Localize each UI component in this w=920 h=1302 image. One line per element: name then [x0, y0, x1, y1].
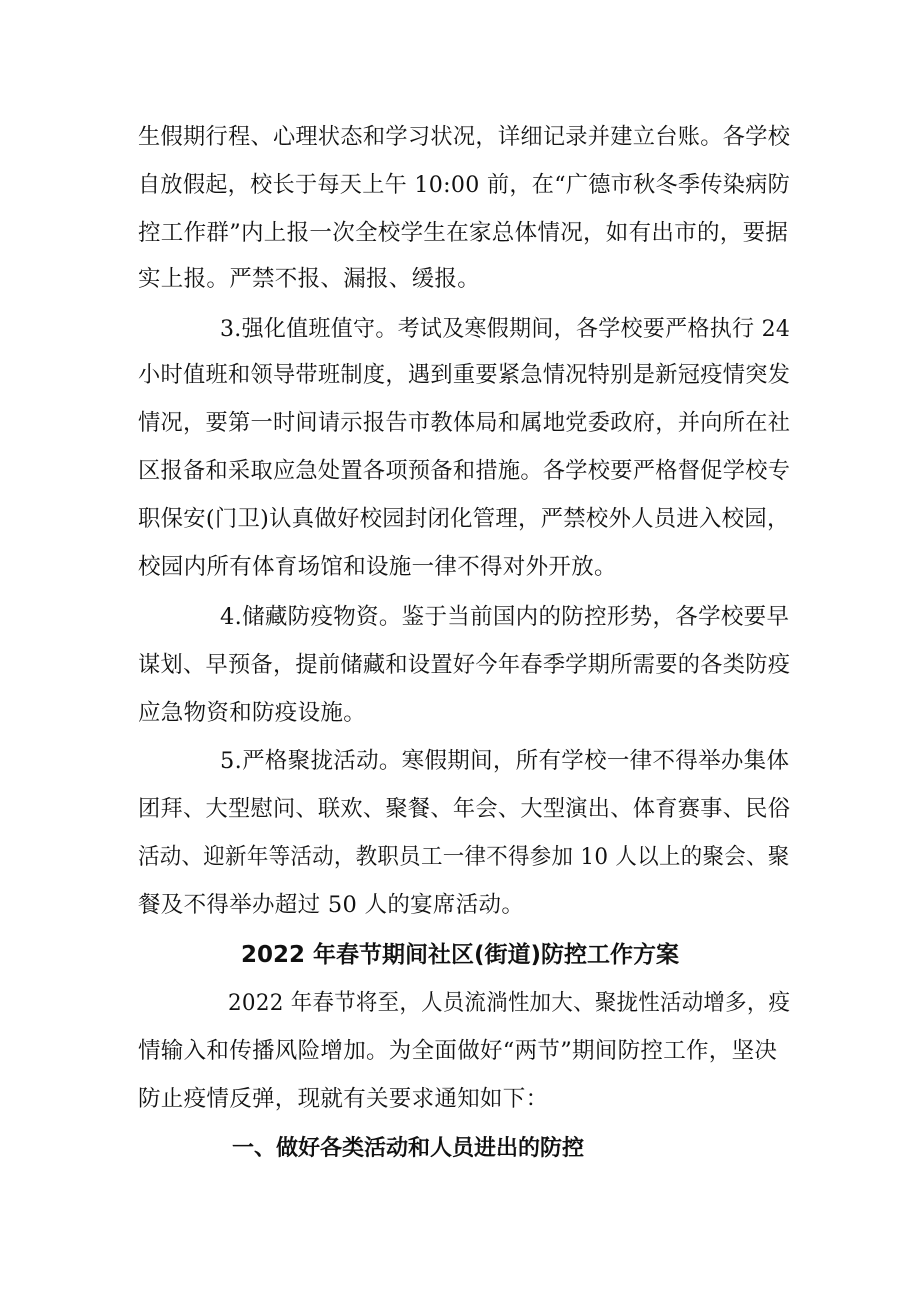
text-line: 活动、迎新年等活动，教职员工一律不得参加 10 人以上的聚会、聚: [138, 844, 790, 870]
document-title: 2022 年春节期间社区(街道)防控工作方案: [240, 942, 680, 968]
text-line: 餐及不得举办超过 50 人的宴席活动。: [138, 892, 525, 918]
text-line: 团拜、大型慰问、联欢、聚餐、年会、大型演出、体育赛事、民俗: [138, 796, 791, 822]
section-heading: 一、做好各类活动和人员进出的防控: [232, 1136, 585, 1161]
text-line: 5.严格聚拢活动。寒假期间，所有学校一律不得举办集体: [220, 748, 790, 774]
text-line: 职保安(门卫)认真做好校园封闭化管理，严禁校外人员进入校园，: [138, 506, 790, 532]
text-line: 防止疫情反弹，现就有关要求通知如下：: [138, 1086, 549, 1112]
text-line: 谋划、早预备，提前储藏和设置好今年春季学期所需要的各类防疫: [138, 652, 791, 678]
text-line: 生假期行程、心理状态和学习状况，详细记录并建立台账。各学校: [138, 124, 791, 150]
text-line: 控工作群”内上报一次全校学生在家总体情况，如有出市的，要据: [138, 220, 789, 246]
text-line: 3.强化值班值守。考试及寒假期间，各学校要严格执行 24: [220, 316, 791, 342]
text-line: 校园内所有体育场馆和设施一律不得对外开放。: [138, 554, 617, 580]
text-line: 实上报。严禁不报、漏报、缓报。: [138, 266, 481, 292]
text-line: 自放假起，校长于每天上午 10:00 前，在“广德市秋冬季传染病防: [138, 172, 791, 198]
text-line: 情况，要第一时间请示报告市教体局和属地党委政府，并向所在社: [138, 410, 791, 436]
text-line: 情输入和传播风险增加。为全面做好“两节”期间防控工作，坚决: [138, 1038, 778, 1064]
text-line: 2022 年春节将至，人员流淌性加大、聚拢性活动增多，疫: [228, 990, 791, 1016]
text-line: 小时值班和领导带班制度，遇到重要紧急情况特别是新冠疫情突发: [138, 362, 791, 388]
text-line: 4.储藏防疫物资。鉴于当前国内的防控形势，各学校要早: [220, 604, 790, 630]
text-line: 应急物资和防疫设施。: [138, 700, 367, 726]
text-line: 区报备和采取应急处置各项预备和措施。各学校要严格督促学校专: [138, 458, 791, 484]
